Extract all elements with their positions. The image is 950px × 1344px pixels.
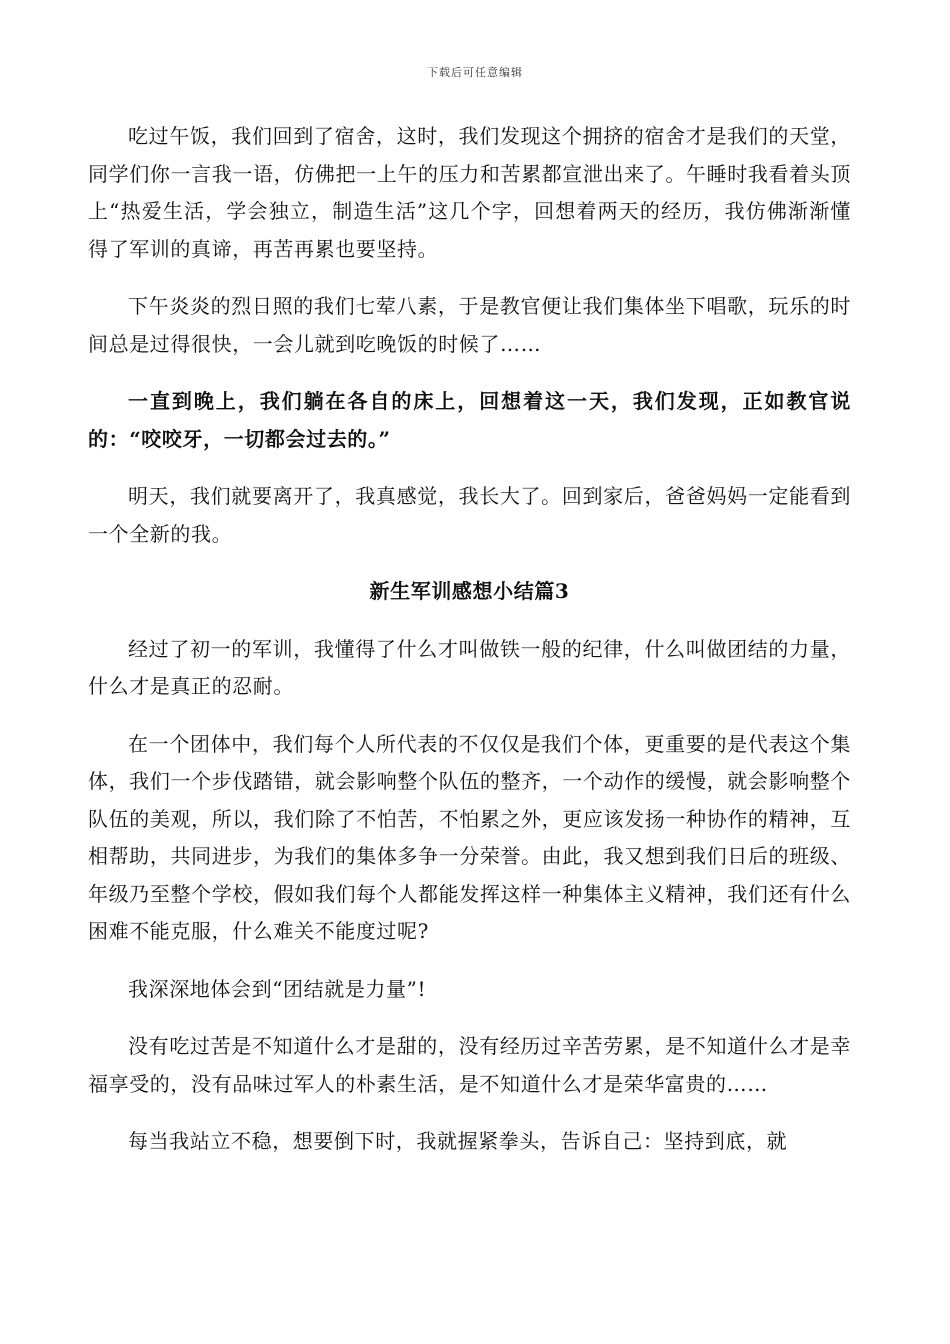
paragraph: 没有吃过苦是不知道什么才是甜的，没有经历过辛苦劳累，是不知道什么才是幸福享受的，没有品味过军人的朴素生活，是不知道什么才是荣华富贵的……	[88, 1034, 851, 1096]
document-body	[88, 118, 851, 1181]
section-heading: 新生军训感想小结篇3	[369, 579, 570, 603]
paragraph: 每当我站立不稳，想要倒下时，我就握紧拳头，告诉自己：坚持到底，就	[128, 1129, 788, 1153]
paragraph: 明天，我们就要离开了，我真感觉，我长大了。回到家后，爸爸妈妈一定能看到一个全新的我。	[88, 484, 851, 546]
page-header: 下载后可任意编辑	[427, 66, 523, 79]
paragraph: 我深深地体会到“团结就是力量”!	[128, 976, 427, 1001]
paragraph: 下午炎炎的烈日照的我们七荤八素，于是教官便让我们集体坐下唱歌，玩乐的时间总是过得很快，一会儿就到吃晚饭的时候了……	[88, 294, 851, 356]
paragraph: 经过了初一的军训，我懂得了什么才叫做铁一般的纪律，什么叫做团结的力量，什么才是真正的忍耐。	[88, 636, 851, 698]
bold-paragraph: 一直到晚上，我们躺在各自的床上，回想着这一天，我们发现，正如教官说的：“咬咬牙，一切都会过去的。”	[88, 389, 851, 451]
paragraph: 吃过午饭，我们回到了宿舍，这时，我们发现这个拥挤的宿舍才是我们的天堂，同学们你一言我一语，仿佛把一上午的压力和苦累都宣泄出来了。午睡时我看着头顶上“热爱生活，学会独立，制造生活”这几个字，回想着两天的经历，我仿佛渐渐懂得了军训的真谛，再苦再累也要坚持。	[88, 124, 851, 261]
paragraph: 在一个团体中，我们每个人所代表的不仅仅是我们个体，更重要的是代表这个集体，我们一个步伐踏错，就会影响整个队伍的整齐，一个动作的缓慢，就会影响整个队伍的美观，所以，我们除了不怕苦，不怕累之外，更应该发扬一种协作的精神，互相帮助，共同进步，为我们的集体多争一分荣誉。由此，我又想到我们日后的班级、年级乃至整个学校，假如我们每个人都能发挥这样一种集体主义精神，我们还有什么困难不能克服，什么难关不能度过呢?	[88, 731, 851, 943]
